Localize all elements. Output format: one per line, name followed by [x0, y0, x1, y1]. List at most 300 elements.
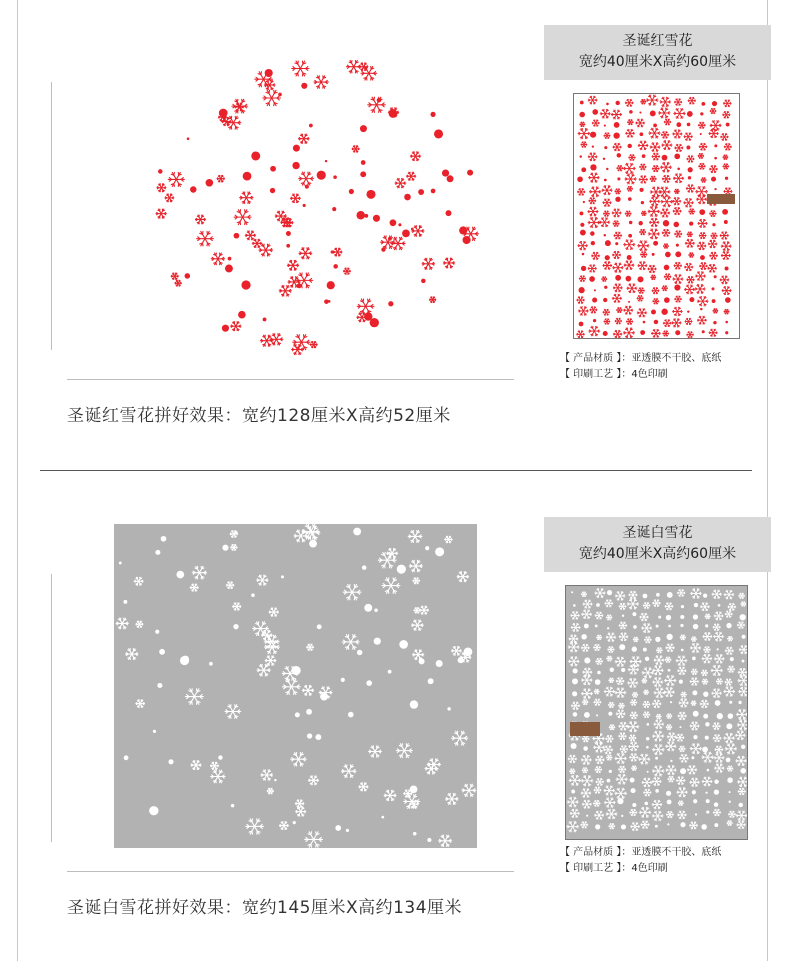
snowflake-icon: [652, 811, 663, 820]
snowflake-icon: [279, 822, 288, 830]
snow-dot: [726, 723, 732, 729]
snow-dot: [644, 802, 648, 806]
snowflake-icon: [725, 744, 737, 754]
snow-dot: [315, 734, 321, 740]
snow-dot: [666, 615, 671, 620]
snowflake-icon: [700, 700, 709, 707]
snowflake-icon: [568, 642, 579, 652]
snow-dot: [630, 778, 635, 783]
snow-dot: [274, 779, 276, 781]
snowflake-icon: [653, 666, 664, 675]
snowflake-icon: [643, 701, 650, 707]
snow-dot: [694, 603, 698, 607]
snowflake-icon: [462, 784, 476, 796]
snowflake-icon: [615, 657, 626, 666]
snow-dot: [436, 660, 443, 667]
snowflake-icon: [642, 624, 652, 633]
snow-dot: [645, 657, 649, 661]
snow-dot: [353, 528, 361, 536]
snowflake-icon: [724, 733, 735, 742]
snowflake-icon: [603, 746, 612, 754]
snowflake-icon: [714, 612, 723, 620]
snowflake-icon: [656, 648, 662, 653]
snowflake-icon: [185, 689, 203, 705]
snowflake-icon: [595, 612, 603, 619]
snow-dot: [584, 712, 590, 718]
snowflake-icon: [700, 603, 709, 611]
snowflake-icon: [136, 621, 143, 627]
snow-dot: [607, 590, 612, 595]
snow-dot: [632, 647, 637, 652]
snow-dot: [427, 838, 431, 842]
snowflake-icon: [629, 591, 638, 598]
snowflake-icon: [642, 778, 652, 787]
snowflake-icon: [606, 615, 612, 620]
snow-dot: [119, 562, 122, 565]
snow-dot: [729, 791, 731, 793]
snow-dot: [399, 640, 408, 649]
snowflake-icon: [581, 592, 586, 597]
snowflake-icon: [654, 688, 665, 698]
white-snowflake-pattern: [114, 524, 477, 848]
snow-dot: [364, 604, 372, 612]
snowflake-icon: [608, 702, 614, 707]
snowflake-icon: [269, 608, 278, 616]
snow-dot: [695, 813, 697, 815]
snowflake-icon: [677, 590, 685, 597]
snowflake-icon: [341, 765, 356, 778]
snowflake-icon: [419, 606, 428, 614]
snowflake-icon: [267, 788, 273, 793]
snow-dot: [703, 714, 708, 719]
snowflake-icon: [642, 668, 654, 678]
snowflake-icon: [628, 665, 638, 674]
snowflake-icon: [570, 809, 579, 817]
snow-dot: [222, 545, 228, 551]
snow-dot: [218, 755, 222, 759]
snowflake-icon: [411, 620, 423, 630]
snowflake-icon: [631, 766, 636, 771]
snow-dot: [425, 546, 429, 550]
snow-dot: [742, 635, 746, 639]
snowflake-icon: [737, 821, 746, 829]
red-product-size: 宽约40厘米X高约60厘米: [578, 54, 737, 70]
snowflake-icon: [581, 689, 592, 699]
snow-dot: [596, 603, 600, 607]
snowflake-icon: [644, 690, 649, 694]
snowflake-icon: [457, 572, 469, 582]
snowflake-icon: [715, 746, 723, 753]
snow-dot: [572, 691, 577, 696]
snowflake-icon: [616, 774, 627, 784]
snow-dot: [410, 700, 418, 708]
snowflake-icon: [342, 635, 359, 650]
snowflake-icon: [736, 811, 747, 820]
snowflake-icon: [738, 676, 747, 686]
snowflake-icon: [606, 809, 617, 819]
snow-dot: [705, 624, 708, 627]
snowflake-icon: [691, 637, 696, 641]
snowflake-icon: [713, 809, 720, 815]
snow-dot: [153, 730, 156, 733]
white-product-size: 宽约40厘米X高约60厘米: [578, 546, 737, 562]
snow-dot: [621, 815, 623, 817]
snowflake-icon: [571, 612, 580, 620]
snowflake-icon: [283, 679, 301, 694]
snowflake-icon: [616, 678, 624, 685]
snowflake-icon: [210, 762, 218, 769]
snow-dot: [706, 810, 709, 813]
snowflake-icon: [667, 733, 676, 741]
snow-dot: [670, 760, 672, 762]
snowflake-icon: [691, 669, 697, 674]
snow-dot: [413, 832, 417, 836]
snowflake-icon: [653, 678, 663, 687]
snow-dot: [693, 735, 697, 739]
snowflake-icon: [736, 756, 747, 765]
snowflake-icon: [630, 700, 636, 706]
snowflake-icon: [582, 610, 592, 619]
snow-dot: [571, 591, 573, 593]
snow-dot: [701, 824, 707, 830]
snowflake-icon: [595, 589, 605, 598]
snow-dot: [233, 624, 238, 629]
snow-dot: [670, 701, 672, 703]
snow-dot: [692, 657, 696, 661]
snowflake-icon: [711, 665, 723, 675]
snowflake-icon: [408, 531, 422, 543]
snowflake-icon: [665, 742, 676, 751]
snow-dot: [348, 712, 354, 718]
snow-dot: [631, 788, 636, 793]
snowflake-icon: [570, 769, 576, 774]
snow-dot: [583, 746, 588, 751]
snowflake-icon: [680, 635, 686, 640]
snowflake-icon: [387, 549, 398, 559]
snow-dot: [693, 799, 697, 803]
snowflake-icon: [567, 821, 579, 831]
snowflake-icon: [630, 712, 638, 719]
snowflake-icon: [703, 633, 712, 641]
snow-dot: [693, 711, 699, 717]
snow-dot: [738, 701, 741, 704]
snow-dot: [595, 824, 600, 829]
snow-dot: [295, 712, 300, 717]
snowflake-icon: [604, 786, 615, 795]
snow-dot: [742, 660, 745, 663]
snowflake-icon: [308, 776, 318, 785]
snowflake-icon: [233, 603, 241, 610]
snow-dot: [714, 823, 718, 827]
snow-dot: [643, 594, 648, 599]
snow-dot: [374, 608, 378, 612]
snow-dot: [397, 565, 406, 574]
snow-dot: [668, 625, 671, 628]
snowflake-icon: [652, 778, 661, 786]
spec-print: 【 印刷工艺 】：4色印刷: [560, 369, 668, 380]
snow-dot: [714, 779, 718, 783]
snow-dot: [656, 593, 660, 597]
snowflake-icon: [616, 710, 625, 718]
snowflake-icon: [414, 608, 420, 613]
snow-dot: [341, 678, 345, 682]
snowflake-icon: [134, 577, 143, 585]
snowflake-icon: [568, 657, 579, 666]
snow-dot: [741, 745, 745, 749]
snowflake-icon: [639, 754, 650, 764]
snowflake-icon: [615, 592, 625, 601]
snowflake-icon: [211, 770, 225, 783]
snow-dot: [209, 662, 213, 666]
snow-dot: [159, 649, 165, 655]
snowflake-icon: [702, 752, 714, 762]
snow-dot: [646, 746, 649, 749]
snowflake-icon: [643, 603, 650, 609]
snowflake-icon: [678, 712, 687, 719]
snowflake-icon: [652, 800, 662, 808]
snowflake-icon: [593, 800, 600, 806]
snowflake-icon: [642, 679, 647, 683]
snow-dot: [693, 624, 698, 629]
snowflake-icon: [704, 647, 711, 653]
snow-dot: [306, 709, 312, 715]
snowflake-icon: [609, 824, 615, 829]
snowflake-icon: [305, 832, 323, 847]
snowflake-icon: [652, 745, 664, 755]
snowflake-icon: [257, 575, 268, 585]
snowflake-icon: [728, 811, 735, 817]
snowflake-icon: [369, 746, 382, 757]
snowflake-icon: [596, 658, 603, 664]
snow-dot: [597, 671, 601, 675]
snow-dot: [706, 799, 710, 803]
snow-dot: [573, 668, 578, 673]
snowflake-icon: [606, 735, 614, 742]
snowflake-icon: [728, 636, 733, 640]
snowflake-icon: [668, 776, 675, 782]
snowflake-icon: [725, 647, 733, 654]
snowflake-icon: [654, 656, 664, 665]
snowflake-icon: [632, 692, 638, 697]
snowflake-icon: [690, 778, 700, 786]
white-effect-caption: 圣诞白雪花拼好效果：宽约145厘米X高约134厘米: [67, 898, 463, 918]
snow-dot: [149, 806, 158, 815]
snowflake-icon: [231, 545, 238, 551]
snow-dot: [231, 804, 235, 808]
snowflake-icon: [712, 590, 722, 598]
snow-dot: [740, 768, 746, 774]
snowflake-icon: [665, 657, 671, 662]
snowflake-icon: [619, 603, 626, 609]
snowflake-icon: [739, 646, 747, 654]
snowflake-icon: [295, 800, 303, 807]
snowflake-icon: [619, 733, 627, 740]
snow-dot: [715, 700, 721, 706]
snow-dot: [727, 777, 733, 783]
snow-dot: [714, 789, 719, 794]
snow-dot: [251, 593, 255, 597]
snowflake-icon: [594, 787, 601, 793]
snowflake-icon: [724, 590, 734, 599]
snow-dot: [714, 802, 719, 807]
snowflake-icon: [677, 788, 688, 797]
snowflake-icon: [581, 789, 591, 798]
snow-dot: [739, 803, 743, 807]
snow-dot: [584, 624, 589, 629]
snowflake-icon: [445, 536, 452, 542]
snowflake-icon: [595, 756, 604, 764]
snowflake-icon: [739, 593, 745, 598]
caption-rule: [67, 871, 514, 872]
snow-dot: [610, 667, 615, 672]
snow-dot: [571, 790, 575, 794]
snowflake-icon: [714, 632, 724, 641]
snowflake-icon: [225, 705, 241, 719]
snow-dot: [609, 770, 612, 773]
snowflake-icon: [737, 720, 747, 730]
snow-dot: [447, 707, 450, 710]
snowflake-icon: [727, 821, 732, 826]
snow-dot: [655, 637, 660, 642]
snowflake-icon: [567, 797, 578, 807]
white-sticker-sheet-image: [565, 585, 748, 840]
snowflake-icon: [593, 742, 604, 752]
snowflake-icon: [678, 801, 683, 806]
snowflake-icon: [569, 635, 578, 643]
snowflake-icon: [736, 710, 747, 720]
snowflake-icon: [615, 788, 627, 798]
snow-dot: [667, 592, 673, 598]
spec-material: 【 产品材质 】：亚透膜不干胶、底纸: [560, 847, 722, 858]
snowflake-icon: [581, 675, 592, 684]
snow-dot: [621, 668, 625, 672]
snowflake-icon: [384, 790, 396, 800]
snow-dot: [573, 712, 578, 717]
snowflake-icon: [664, 688, 675, 697]
snow-dot: [155, 630, 159, 634]
snowflake-icon: [294, 530, 308, 542]
snowflake-icon: [597, 635, 602, 640]
snow-dot: [703, 691, 708, 696]
snow-dot: [362, 565, 367, 570]
snow-dot: [622, 615, 624, 617]
snow-dot: [647, 771, 649, 773]
snow-dot: [633, 625, 637, 629]
snow-dot: [717, 648, 719, 650]
snowflake-icon: [261, 770, 273, 780]
snowflake-icon: [725, 679, 732, 685]
white-snowflake-assembled-image: [114, 524, 477, 848]
snow-dot: [410, 785, 418, 793]
snow-dot: [374, 638, 381, 645]
snow-dot: [655, 789, 659, 793]
snow-dot: [608, 712, 612, 716]
snow-dot: [692, 690, 697, 695]
snowflake-icon: [678, 811, 687, 819]
snowflake-icon: [702, 777, 712, 786]
white-product-specs: [560, 845, 721, 877]
snowflake-icon: [653, 600, 661, 607]
snowflake-icon: [728, 603, 736, 610]
snow-dot: [309, 540, 317, 548]
snowflake-icon: [439, 835, 452, 846]
snowflake-icon: [676, 734, 684, 741]
snow-dot: [679, 680, 683, 684]
snow-dot: [357, 650, 363, 656]
snowflake-icon: [714, 764, 724, 772]
snow-dot: [335, 825, 341, 831]
snowflake-icon: [628, 679, 638, 688]
snow-dot: [307, 733, 312, 738]
snow-dot: [680, 624, 683, 627]
snowflake-icon: [652, 700, 661, 708]
snowflake-icon: [681, 692, 687, 697]
snowflake-icon: [679, 746, 685, 752]
snow-dot: [729, 701, 732, 704]
snowflake-icon: [409, 560, 422, 571]
snowflake-icon: [191, 761, 201, 770]
snowflake-icon: [687, 766, 697, 774]
snow-dot: [655, 825, 658, 828]
snow-dot: [607, 779, 611, 783]
snowflake-icon: [713, 723, 721, 730]
snowflake-icon: [446, 793, 459, 804]
snow-dot: [586, 815, 588, 817]
snowflake-icon: [713, 624, 720, 630]
snowflake-icon: [702, 654, 712, 663]
snowflake-icon: [226, 582, 234, 589]
snowflake-icon: [705, 614, 710, 619]
snowflake-icon: [126, 649, 138, 660]
snowflake-icon: [413, 650, 424, 660]
snowflake-icon: [593, 644, 600, 650]
snow-dot: [464, 647, 473, 656]
snowflake-icon: [724, 687, 735, 697]
spec-print: 【 印刷工艺 】：4色印刷: [560, 863, 668, 874]
snowflake-icon: [359, 783, 368, 791]
snow-dot: [572, 678, 578, 684]
snowflake-icon: [690, 589, 701, 598]
snowflake-icon: [639, 807, 651, 817]
snowflake-icon: [404, 790, 412, 797]
snowflake-icon: [594, 699, 601, 705]
snowflake-icon: [619, 703, 625, 708]
snowflake-icon: [582, 700, 588, 705]
snowflake-icon: [190, 584, 198, 591]
snowflake-icon: [609, 678, 614, 682]
snow-dot: [666, 634, 672, 640]
snowflake-icon: [595, 767, 602, 773]
snowflake-icon: [571, 702, 579, 709]
snowflake-icon: [737, 622, 744, 628]
snow-dot: [584, 657, 590, 663]
snow-dot: [157, 683, 162, 688]
snow-dot: [155, 550, 160, 555]
snowflake-icon: [690, 643, 700, 652]
snow-dot: [680, 768, 686, 774]
snowflake-icon: [582, 768, 588, 773]
snow-dot: [581, 634, 586, 639]
snow-dot: [703, 594, 707, 598]
snowflake-icon: [690, 722, 699, 730]
snow-dot: [655, 757, 658, 760]
snowflake-icon: [691, 701, 696, 705]
snowflake-icon: [676, 656, 687, 666]
snowflake-icon: [396, 744, 412, 758]
snowflake-icon: [643, 712, 650, 718]
snow-dot: [729, 801, 731, 803]
snowflake-icon: [728, 666, 735, 672]
